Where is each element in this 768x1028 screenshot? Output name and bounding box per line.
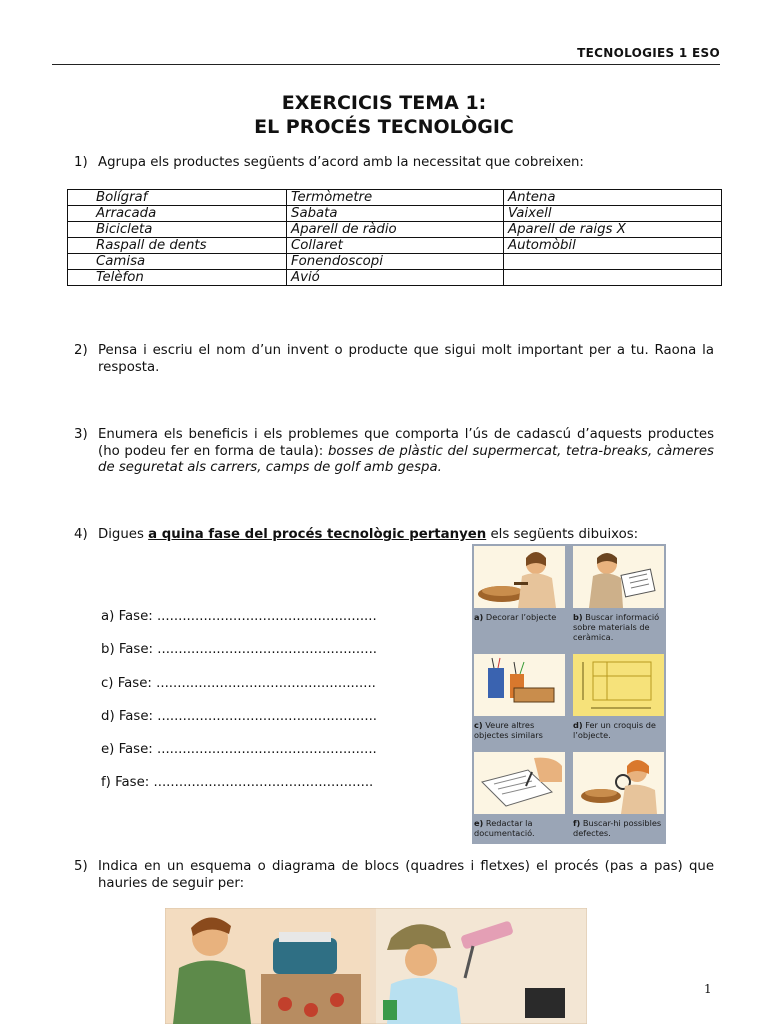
question-1: [74, 155, 714, 172]
process-illustration-grid: [472, 544, 666, 844]
question-number: 3): [74, 427, 88, 442]
documentation-picture: [474, 752, 565, 814]
table-cell: Antena: [504, 190, 722, 206]
title-line-2: EL PROCÉS TECNOLÒGIC: [254, 116, 514, 138]
fase-line-d: d) Fase: ....................................................: [101, 709, 378, 724]
question-text: Digues: [98, 527, 149, 542]
products-table: [67, 189, 722, 286]
question-number: 4): [74, 527, 88, 542]
caption-d: d) Fer un croquis de l’objecte.: [573, 720, 656, 740]
fase-line-a: a) Fase: ....................................................: [101, 609, 377, 624]
question-emphasis: a quina fase del procés tecnològic pertanyen: [148, 527, 487, 542]
table-cell: Avió: [287, 270, 504, 286]
fase-line-c: c) Fase: ....................................................: [101, 676, 376, 691]
table-cell: Telèfon: [68, 270, 287, 286]
table-cell: Collaret: [287, 238, 504, 254]
table-row: [68, 238, 722, 254]
illustration-c: [472, 652, 565, 746]
bottom-illustrations: [165, 908, 587, 1024]
page-number: 1: [704, 982, 712, 996]
question-text: Pensa i escriu el nom d’un invent o producte que sigui molt important per a tu. Raona la resposta.: [98, 343, 714, 375]
inspection-picture: [573, 752, 664, 814]
illustration-a: [472, 544, 565, 644]
table-cell: Termòmetre: [287, 190, 504, 206]
question-number: 5): [74, 859, 88, 874]
illustration-e: [472, 750, 565, 844]
table-cell: [504, 270, 722, 286]
question-text-end: els següents dibuixos:: [486, 527, 639, 542]
sketch-picture: [573, 654, 664, 716]
table-row: [68, 270, 722, 286]
table-cell: [504, 254, 722, 270]
table-cell: Aparell de raigs X: [504, 222, 722, 238]
question-text: Enumera els beneficis i els problemes que comporta l’ús de cadascú d’aquests productes (ho podeu fer en forma de taula):: [98, 427, 714, 459]
illustration-d: [571, 652, 664, 746]
fase-line-f: f) Fase: ....................................................: [101, 775, 374, 790]
question-4: [74, 527, 714, 544]
research-picture: [573, 546, 664, 608]
table-cell: Automòbil: [504, 238, 722, 254]
course-label: TECNOLOGIES 1 ESO: [577, 46, 720, 60]
question-3: [74, 427, 714, 477]
page-header: [52, 46, 720, 65]
caption-e: e) Redactar la documentació.: [474, 818, 535, 838]
table-cell: Aparell de ràdio: [287, 222, 504, 238]
caption-c: c) Veure altres objectes similars: [474, 720, 543, 740]
table-cell: Bolígraf: [68, 190, 287, 206]
similar-objects-picture: [474, 654, 565, 716]
table-cell: Raspall de dents: [68, 238, 287, 254]
caption-f: f) Buscar-hi possibles defectes.: [573, 818, 662, 838]
table-cell: Fonendoscopi: [287, 254, 504, 270]
illustration-b: [571, 544, 664, 644]
question-2: [74, 343, 714, 376]
table-cell: Sabata: [287, 206, 504, 222]
question-italic-items: bosses de plàstic del supermercat, tetra-breaks, càmeres de seguretat als carrers, camps de golf amb gespa.: [98, 443, 714, 475]
illustration-f: [571, 750, 664, 844]
title-line-1: EXERCICIS TEMA 1:: [281, 92, 487, 114]
table-row: [68, 222, 722, 238]
question-text: Indica en un esquema o diagrama de blocs (quadres i fletxes) el procés (pas a pas) que hauries de seguir per:: [98, 859, 714, 891]
table-row: [68, 206, 722, 222]
question-number: 1): [74, 155, 88, 170]
caption-a: a) Decorar l’objecte: [474, 612, 557, 622]
decorating-picture: [474, 546, 565, 608]
table-cell: Vaixell: [504, 206, 722, 222]
fase-line-b: b) Fase: ....................................................: [101, 642, 378, 657]
caption-b: b) Buscar informació sobre materials de ceràmica.: [573, 612, 660, 642]
question-number: 2): [74, 343, 88, 358]
question-5: [74, 859, 714, 892]
fase-line-e: e) Fase: ....................................................: [101, 742, 377, 757]
table-row: [68, 190, 722, 206]
table-row: [68, 254, 722, 270]
question-text: Agrupa els productes següents d’acord amb la necessitat que cobreixen:: [98, 155, 584, 170]
table-cell: Arracada: [68, 206, 287, 222]
table-cell: Camisa: [68, 254, 287, 270]
table-cell: Bicicleta: [68, 222, 287, 238]
